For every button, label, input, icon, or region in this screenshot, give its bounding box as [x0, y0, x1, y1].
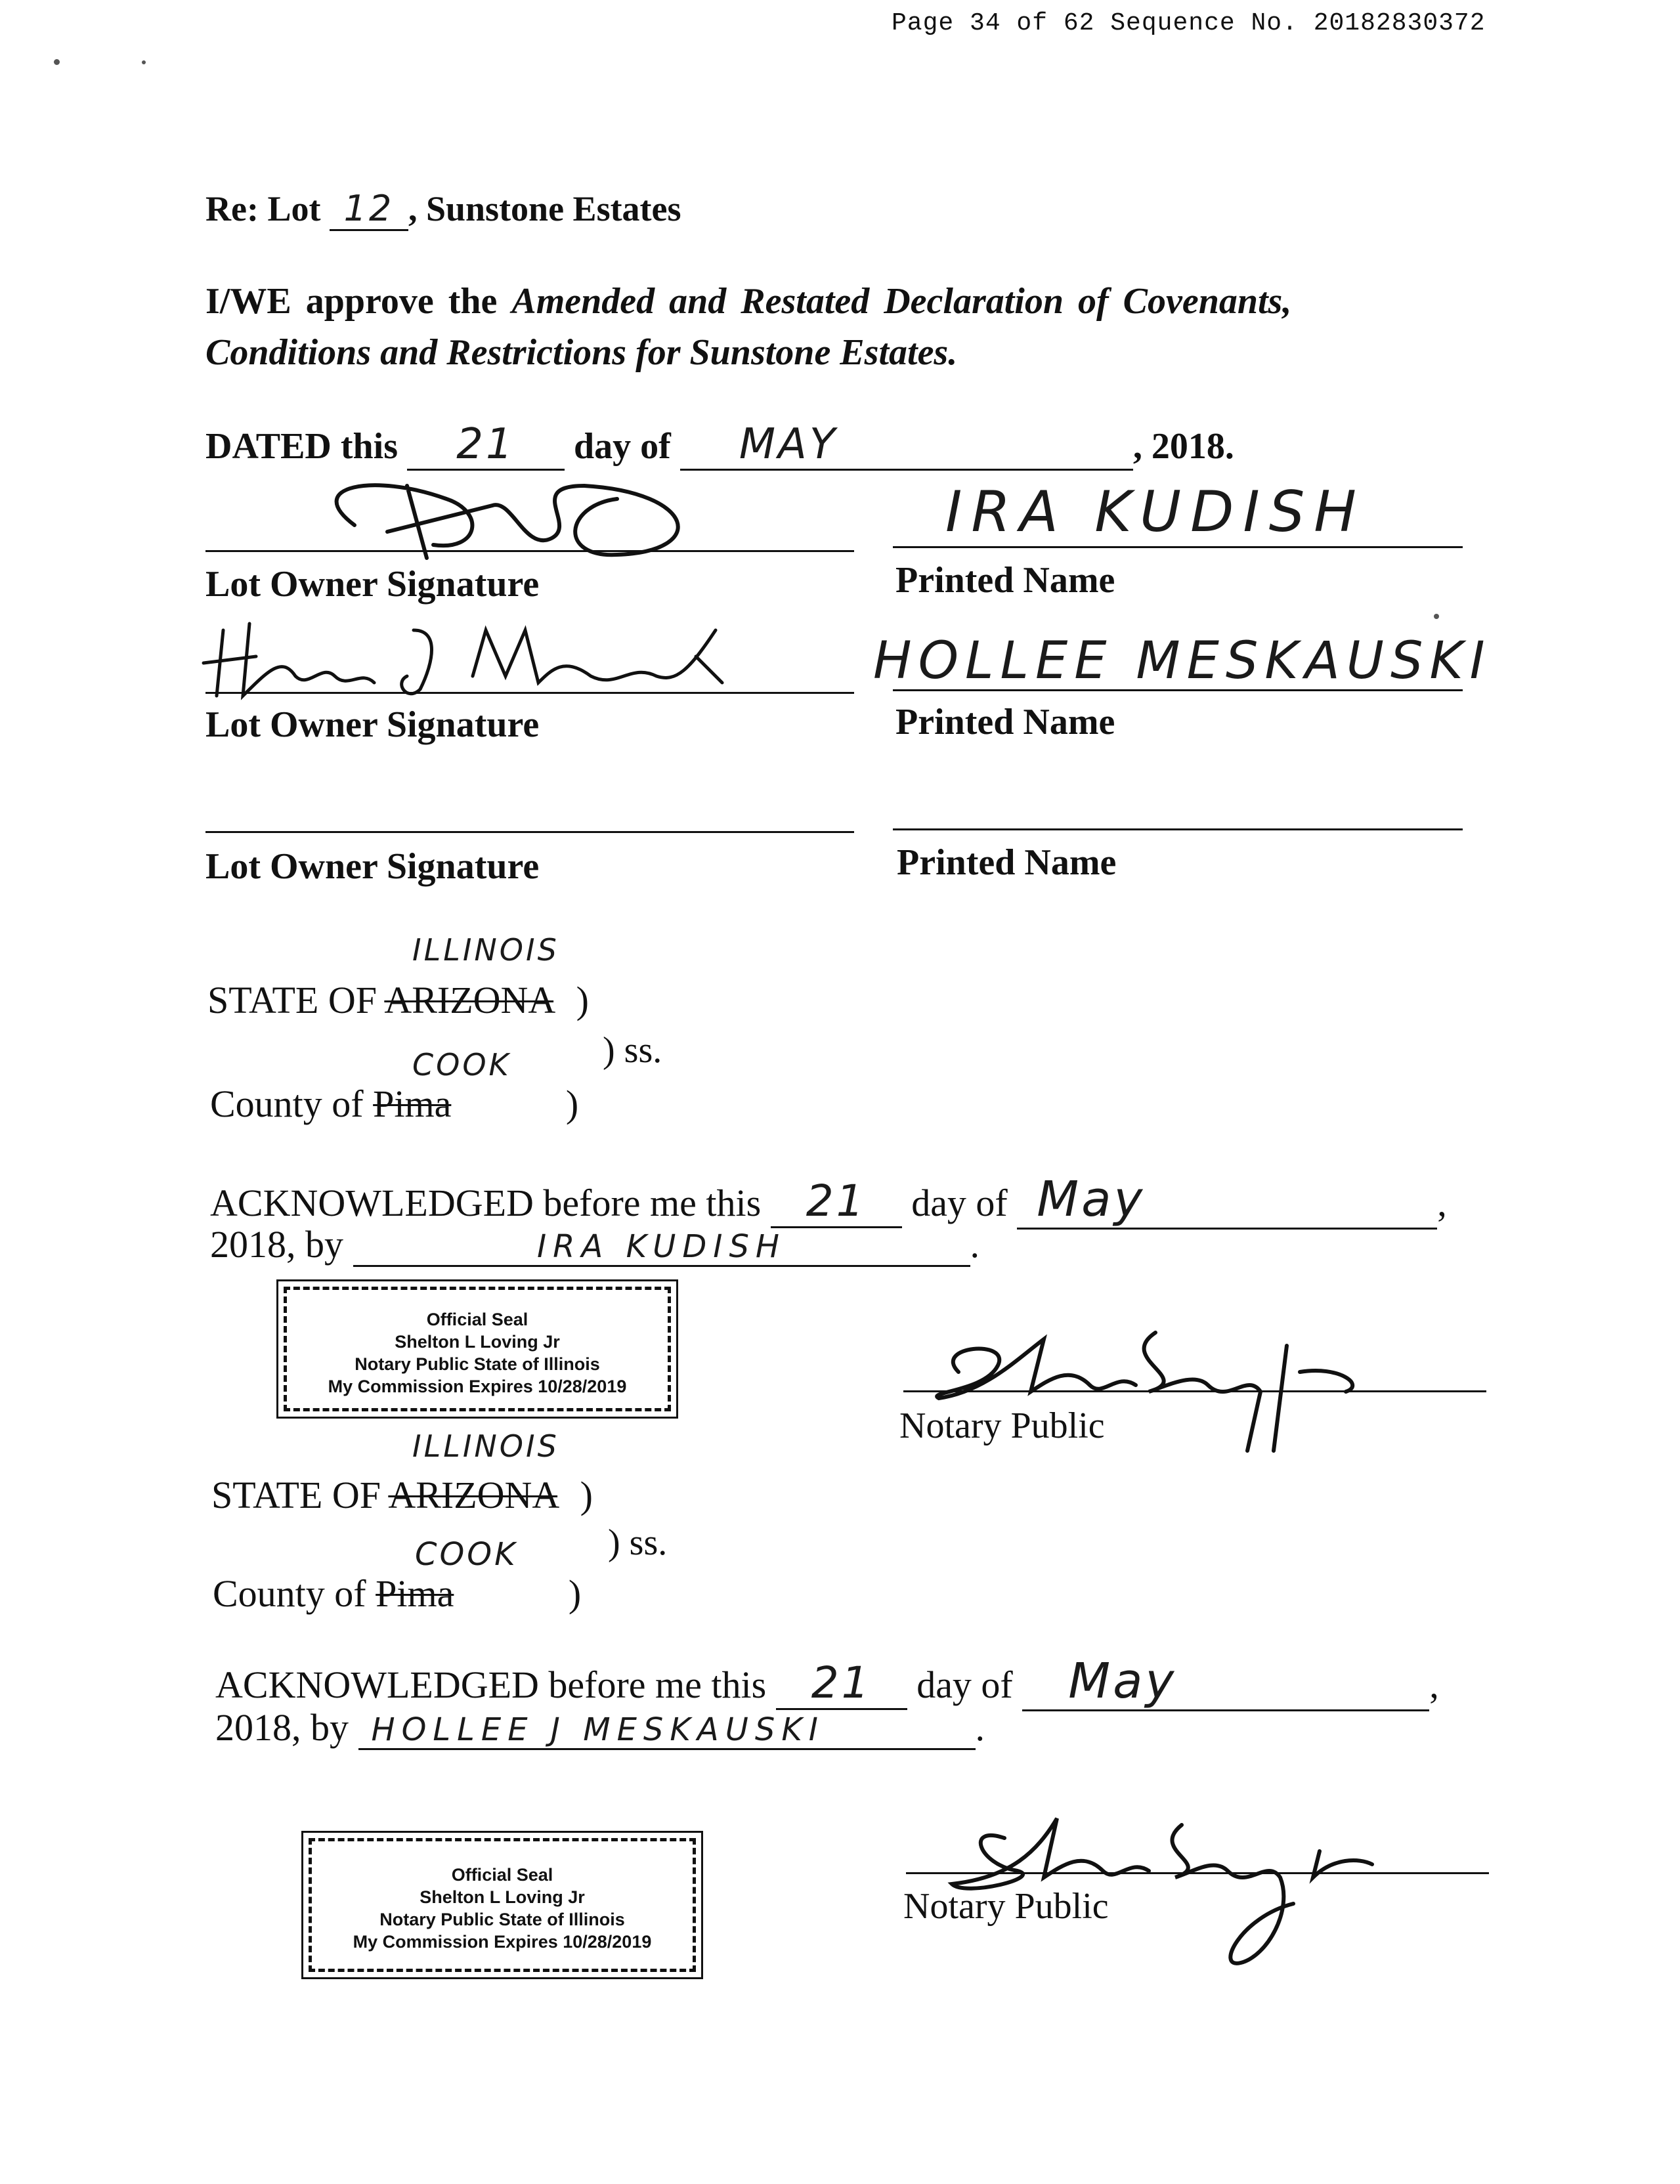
page-header: Page 34 of 62 Sequence No. 20182830372	[892, 9, 1486, 37]
state-label-2: STATE OF	[211, 1474, 381, 1516]
state-struck-1: ARIZONA	[384, 979, 554, 1021]
county-line-1: County of Pima )	[210, 1082, 579, 1125]
approval-lead: I/WE approve the	[205, 281, 498, 322]
county-label-2: County of	[213, 1572, 366, 1615]
county-struck-1: Pima	[373, 1082, 452, 1125]
ack-label-1: ACKNOWLEDGED before me this	[210, 1182, 762, 1224]
name-label-2: Printed Name	[895, 702, 1115, 742]
state-written-2: ILLINOIS	[412, 1428, 559, 1464]
printed-name-line-3	[893, 828, 1463, 830]
dated-day: 21	[407, 420, 565, 471]
name-label-3: Printed Name	[897, 842, 1117, 883]
seal-line2: Shelton L Loving Jr	[420, 1887, 585, 1907]
ack-line-1: ACKNOWLEDGED before me this 21 day of May ,	[210, 1171, 1447, 1230]
ack-day-2: 21	[776, 1658, 907, 1710]
declaration-title-line1: Amended and Restated Declaration of Covenants,	[511, 281, 1292, 322]
seal-line2: Shelton L Loving Jr	[395, 1332, 560, 1352]
signature-scrawl-2	[197, 604, 762, 702]
re-suffix: , Sunstone Estates	[408, 189, 681, 228]
dated-month: MAY	[680, 420, 1133, 471]
seal-line4: My Commission Expires 10/28/2019	[328, 1377, 627, 1396]
scan-speck	[54, 59, 60, 65]
notary-label-2: Notary Public	[903, 1886, 1109, 1927]
seal-line1: Official Seal	[426, 1310, 528, 1329]
county-struck-2: Pima	[376, 1572, 454, 1615]
ack-name-2: HOLLEE J MESKAUSKI	[358, 1711, 976, 1750]
seal-line4: My Commission Expires 10/28/2019	[353, 1932, 652, 1952]
dated-year: , 2018.	[1132, 426, 1234, 467]
dated-day-of: day of	[574, 426, 671, 467]
ack-by-line-2: 2018, by HOLLEE J MESKAUSKI .	[215, 1706, 985, 1749]
scan-speck	[1434, 614, 1439, 619]
ack-day-of-1: day of	[911, 1182, 1008, 1224]
notary-line-1	[903, 1390, 1486, 1392]
scan-speck	[142, 60, 146, 64]
signature-scrawl-1	[276, 460, 735, 565]
sig-label-3: Lot Owner Signature	[205, 846, 540, 887]
signature-line-1	[205, 550, 854, 552]
ack-month-1: May	[1017, 1171, 1437, 1230]
state-label-1: STATE OF	[207, 979, 377, 1021]
notary-seal-2	[309, 1838, 696, 1972]
ss-2: ) ss.	[608, 1522, 668, 1563]
printed-name-1: IRA KUDISH	[945, 479, 1366, 545]
seal-line3: Notary Public State of Illinois	[379, 1910, 625, 1929]
seal-line1: Official Seal	[451, 1865, 553, 1885]
notary-line-2	[906, 1872, 1489, 1874]
sig-label-1: Lot Owner Signature	[205, 564, 540, 605]
printed-name-2: HOLLEE MESKAUSKI	[873, 632, 1492, 691]
ack-year-by-2: 2018, by	[215, 1706, 349, 1749]
declaration-title-line2: Conditions and Restrictions for Sunstone Estates.	[205, 332, 958, 373]
notary-label-1: Notary Public	[899, 1405, 1105, 1446]
signature-line-3	[205, 831, 854, 833]
state-written-1: ILLINOIS	[412, 932, 559, 968]
dated-label: DATED this	[205, 426, 398, 467]
sig-label-2: Lot Owner Signature	[205, 704, 540, 745]
ack-day-1: 21	[771, 1176, 902, 1228]
ack-by-line-1: 2018, by IRA KUDISH .	[210, 1223, 980, 1266]
ack-line-2: ACKNOWLEDGED before me this 21 day of May ,	[215, 1653, 1439, 1711]
state-line-1: STATE OF ARIZONA )	[207, 979, 589, 1021]
county-label-1: County of	[210, 1082, 364, 1125]
ack-month-2: May	[1022, 1653, 1429, 1711]
ack-day-of-2: day of	[916, 1663, 1013, 1706]
county-line-2: County of Pima )	[213, 1572, 582, 1615]
notary-signature-2	[926, 1799, 1398, 1969]
notary-seal-1	[284, 1287, 671, 1411]
lot-number: 12	[330, 188, 408, 231]
seal-line3: Notary Public State of Illinois	[355, 1354, 600, 1374]
ack-year-by-1: 2018, by	[210, 1223, 343, 1266]
county-written-1: COOK	[412, 1047, 511, 1082]
signature-line-2	[205, 692, 854, 694]
state-struck-2: ARIZONA	[388, 1474, 558, 1516]
ack-name-1: IRA KUDISH	[353, 1228, 970, 1267]
name-label-1: Printed Name	[895, 560, 1115, 601]
ack-label-2: ACKNOWLEDGED before me this	[215, 1663, 767, 1706]
printed-name-line-2	[893, 689, 1463, 691]
state-line-2: STATE OF ARIZONA )	[211, 1474, 593, 1516]
re-prefix: Re: Lot	[205, 189, 321, 228]
printed-name-line-1	[893, 546, 1463, 548]
approval-paragraph	[205, 276, 1492, 378]
re-line	[205, 188, 681, 231]
county-written-2: COOK	[415, 1536, 518, 1573]
ss-1: ) ss.	[603, 1030, 662, 1071]
